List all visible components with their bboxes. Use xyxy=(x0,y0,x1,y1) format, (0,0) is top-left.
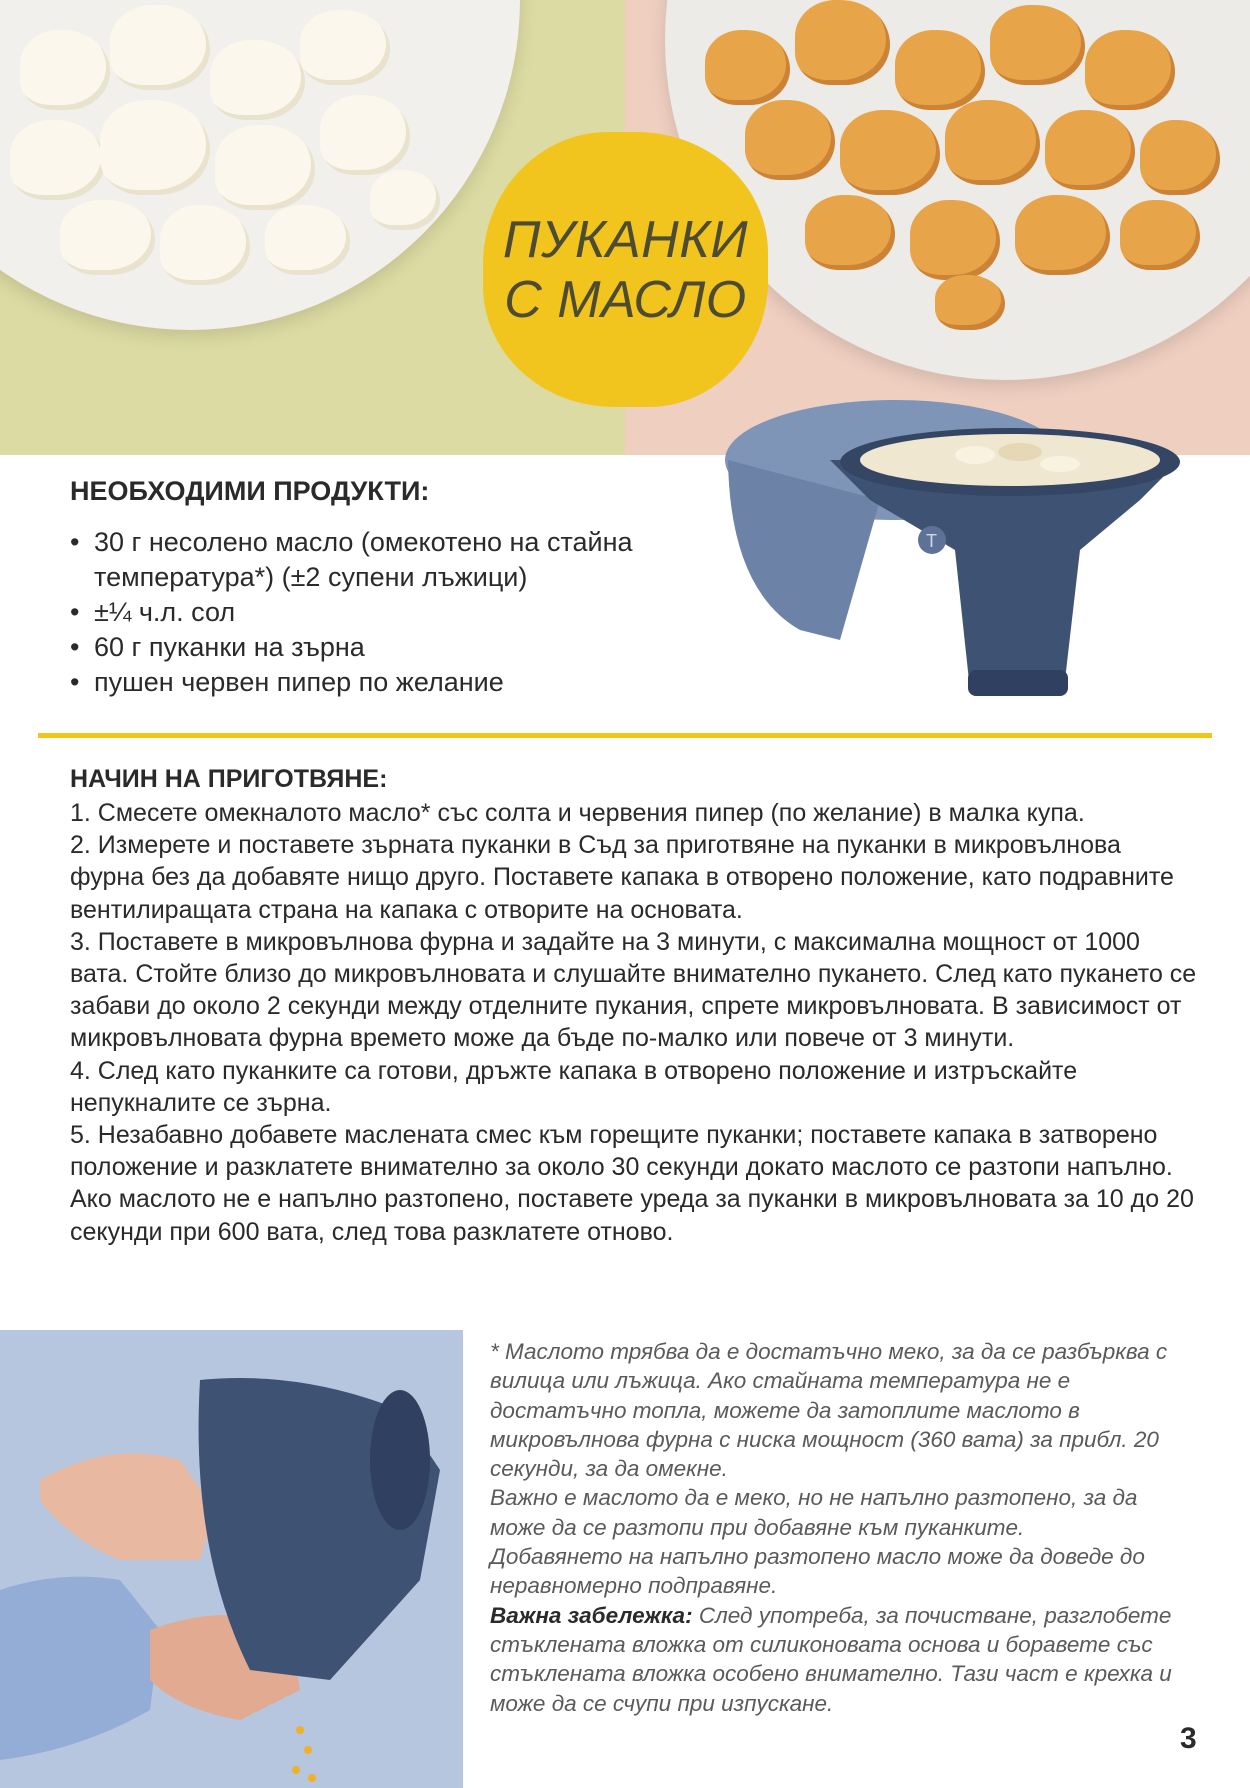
popcorn-kernel xyxy=(998,443,1042,461)
kernel-falling xyxy=(296,1726,304,1734)
recipe-title-badge xyxy=(483,132,768,407)
note-paragraph: * Маслото трябва да е достатъчно меко, за да се разбърква с вилица или лъжица. Ако стайната температура не е достатъчно топла, можете да затоплите маслото в микровълнова фурна с ниска мощност (360 вата) за прибл. 20 секунди, за да омекне. xyxy=(490,1339,1168,1482)
popcorn-kernel xyxy=(1045,110,1135,190)
ingredients-heading: НЕОБХОДИМИ ПРОДУКТИ: xyxy=(70,476,430,506)
popcorn-kernel xyxy=(955,446,995,464)
kernel-falling xyxy=(304,1746,312,1754)
popcorn-kernel xyxy=(795,0,890,85)
ingredient-text: 60 г пуканки на зърна xyxy=(94,632,365,662)
ingredient-item: • пушен червен пипер по желание xyxy=(70,665,720,700)
recipe-title-line-1: ПУКАНКИ xyxy=(502,210,749,269)
ingredient-item: • 30 г несолено масло (омекотено на стайна температура*) (±2 супени лъжици) xyxy=(70,525,720,595)
popcorn-kernel xyxy=(745,100,835,180)
popcorn-kernel xyxy=(215,125,315,210)
method-heading: НАЧИН НА ПРИГОТВЯНЕ: xyxy=(70,765,388,793)
butter-note xyxy=(490,1337,1190,1718)
popcorn-kernel xyxy=(1015,195,1110,275)
ingredient-text: ±¼ ч.л. сол xyxy=(94,597,236,627)
hand-shaking-popper-photo xyxy=(0,1330,463,1788)
method-steps xyxy=(70,797,1200,1248)
ingredient-item: • ±¼ ч.л. сол xyxy=(70,595,720,630)
popcorn-kernel xyxy=(895,30,985,110)
popcorn-kernel xyxy=(60,200,155,275)
popcorn-kernel xyxy=(910,200,1000,280)
important-note-label: Важна забележка: xyxy=(490,1602,693,1628)
popcorn-kernel xyxy=(1085,30,1175,110)
sleeve xyxy=(0,1577,160,1760)
recipe-title-line-2: С МАСЛО xyxy=(504,270,747,329)
method-step: 5. Незабавно добавете маслената смес към горещите пуканки; поставете капака в затворено положение и разклатете внимателно за около 30 секунди докато маслото се разтопи напълно. Ако маслото не е напълно разтопено, поставете уреда за пуканки в микровълновата за 10 до 20 секунди при 600 вата, след това разклатете отново. xyxy=(70,1121,1194,1246)
popper-opening xyxy=(370,1390,430,1530)
note-paragraph: Добавянето на напълно разтопено масло може да доведе до неравномерно подправяне. xyxy=(490,1544,1145,1599)
note-paragraph: Важно е маслото да е меко, но не напълно разтопено, за да може да се разтопи при добавяне към пуканките. xyxy=(490,1485,1138,1540)
kernel-falling xyxy=(292,1766,300,1774)
popcorn-kernel xyxy=(210,40,305,120)
popcorn-kernel xyxy=(265,205,350,275)
popcorn-kernel xyxy=(300,10,390,85)
upper-hand xyxy=(40,1453,215,1560)
popcorn-kernel xyxy=(10,120,105,200)
popcorn-kernel xyxy=(320,95,410,175)
popcorn-kernel xyxy=(805,195,895,270)
popcorn-kernel xyxy=(20,30,110,110)
popcorn-kernel xyxy=(935,275,1005,330)
ingredient-item: • 60 г пуканки на зърна xyxy=(70,630,720,665)
popcorn-kernel xyxy=(1120,200,1200,270)
ingredients-list xyxy=(70,525,720,700)
popcorn-kernel xyxy=(370,170,440,230)
popcorn-kernel xyxy=(160,205,250,285)
popcorn-kernel xyxy=(945,100,1040,185)
popcorn-kernel xyxy=(1040,456,1080,472)
svg-text:T: T xyxy=(926,531,937,551)
method-step: 4. След като пуканките са готови, дръжте капака в отворено положение и изтръскайте непукналите се зърна. xyxy=(70,1056,1078,1117)
popcorn-kernel xyxy=(705,30,790,105)
method-step: 1. Смесете омекналото масло* със солта и червения пипер (по желание) в малка купа. xyxy=(70,799,1085,827)
important-note xyxy=(490,1601,1190,1718)
kernel-falling xyxy=(308,1774,316,1782)
popcorn-kernel xyxy=(840,110,940,195)
popcorn-kernel xyxy=(100,100,210,195)
popcorn-kernel xyxy=(1140,120,1220,195)
method-step: 2. Измерете и поставете зърната пуканки в Съд за приготвяне на пуканки в микровълнова фурна без да добавяте нищо друго. Поставете капака в отворено положение, като подравните вентилиращата страна на капака с отворите на основата. xyxy=(70,831,1174,924)
ingredient-text: 30 г несолено масло (омекотено на стайна температура*) (±2 супени лъжици) xyxy=(94,527,633,592)
section-divider xyxy=(38,733,1212,738)
page-number: 3 xyxy=(1180,1722,1197,1755)
popcorn-maker-photo xyxy=(720,380,1190,710)
popcorn-kernel xyxy=(990,5,1085,85)
method-step: 3. Поставете в микровълнова фурна и задайте на 3 минути, с максимална мощност от 1000 вата. Стойте близо до микровълновата и слушайте внимателно пукането. След като пукането се забави до около 2 секунди между отделните пукания, спрете микровълновата. В зависимост от микровълновата фурна времето може да бъде по-малко или повече от 3 минути. xyxy=(70,927,1197,1053)
popper-base xyxy=(968,670,1068,696)
ingredient-text: пушен червен пипер по желание xyxy=(94,667,504,697)
important-note-text: След употреба, за почистване, разглобете стъклената вложка от силиконовата основа и боравете със стъклената вложка особено внимателно. Тази част е крехка и може да се счупи при изпускане. xyxy=(490,1602,1172,1716)
popcorn-kernel xyxy=(110,5,210,90)
